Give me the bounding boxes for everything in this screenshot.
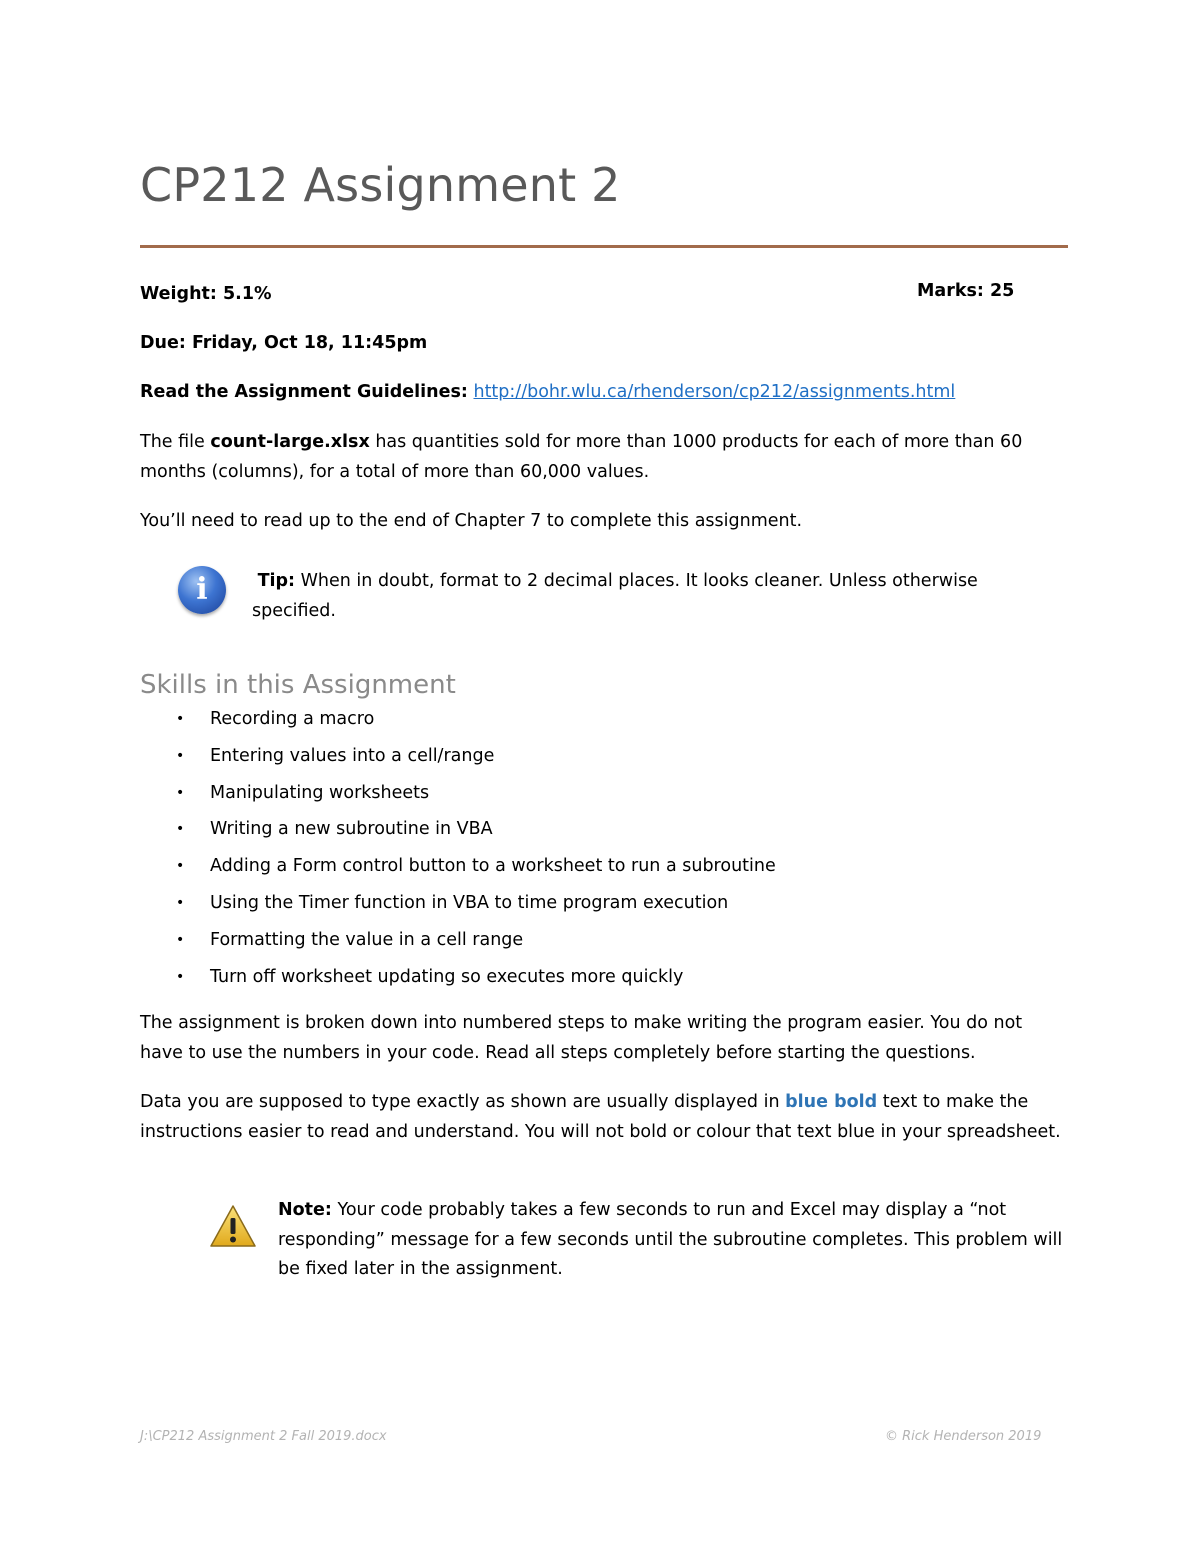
tip-callout — [252, 567, 1012, 626]
warning-icon — [208, 1203, 258, 1249]
data-paragraph — [140, 1088, 1070, 1147]
bullet: • — [176, 858, 185, 875]
skill-text: Formatting the value in a cell range — [210, 929, 524, 950]
intro-prefix: The file — [140, 432, 211, 452]
data-text-post: text to make the instructions easier to read and understand. You will not bold or colour that text blue in your spreadsheet. — [140, 1092, 1061, 1142]
guidelines-label: Read the Assignment Guidelines: — [140, 382, 468, 402]
title-divider — [140, 245, 1068, 248]
note-text: Your code probably takes a few seconds to run and Excel may display a “not responding” message for a few seconds until the subroutine completes. This problem will be fixed later in the assignment. — [278, 1200, 1063, 1279]
tip-label: Tip: — [257, 571, 296, 591]
note-label: Note: — [278, 1200, 332, 1220]
intro-rest: has quantities sold for more than 1000 products for each of more than 60 — [369, 432, 1023, 452]
skill-text: Adding a Form control button to a worksheet to run a subroutine — [210, 856, 776, 877]
note-callout — [278, 1196, 1078, 1285]
intro-filename: count-large.xlsx — [210, 432, 370, 452]
skill-text: Recording a macro — [210, 709, 375, 729]
bullet: • — [176, 821, 185, 838]
skill-text: Manipulating worksheets — [210, 782, 430, 803]
weight-label: Weight: 5.1% — [140, 284, 272, 304]
blue-bold-sample: blue bold — [785, 1092, 878, 1112]
bullet: • — [176, 784, 185, 801]
data-text-pre: Data you are supposed to type exactly as shown are usually displayed in — [140, 1092, 786, 1112]
skill-text: Turn off worksheet updating so executes more quickly — [210, 966, 684, 987]
bullet: • — [176, 747, 185, 764]
info-icon-glyph: i — [196, 572, 208, 607]
chapter-note: You’ll need to read up to the end of Chapter 7 to complete this assignment. — [140, 511, 803, 531]
intro-line-1 — [140, 428, 1022, 457]
skill-text: Entering values into a cell/range — [210, 745, 495, 766]
bullet: • — [176, 968, 185, 985]
skills-heading: Skills in this Assignment — [140, 670, 456, 700]
tip-text: When in doubt, format to 2 decimal places. It looks cleaner. Unless otherwise specified. — [252, 571, 978, 621]
guidelines-line — [140, 378, 955, 407]
bullet: • — [176, 711, 185, 727]
skill-text: Using the Timer function in VBA to time program execution — [210, 892, 729, 913]
steps-paragraph: The assignment is broken down into numbered steps to make writing the program easier. You do not have to use the numbers in your code. Read all steps completely before starting the questions. — [140, 1013, 1023, 1063]
page-title: CP212 Assignment 2 — [140, 158, 621, 212]
guidelines-link[interactable]: http://bohr.wlu.ca/rhenderson/cp212/assignments.html — [473, 382, 956, 402]
intro-line-2: months (columns), for a total of more than 60,000 values. — [140, 462, 650, 482]
info-icon — [178, 566, 226, 614]
due-label: Due: Friday, Oct 18, 11:45pm — [140, 333, 428, 353]
skill-text: Writing a new subroutine in VBA — [210, 819, 493, 840]
bullet: • — [176, 931, 185, 948]
footer-copyright: © Rick Henderson 2019 — [885, 1429, 1042, 1444]
marks-label: Marks: 25 — [917, 281, 1015, 301]
footer-filename: J:\CP212 Assignment 2 Fall 2019.docx — [140, 1429, 387, 1444]
bullet: • — [176, 894, 185, 911]
